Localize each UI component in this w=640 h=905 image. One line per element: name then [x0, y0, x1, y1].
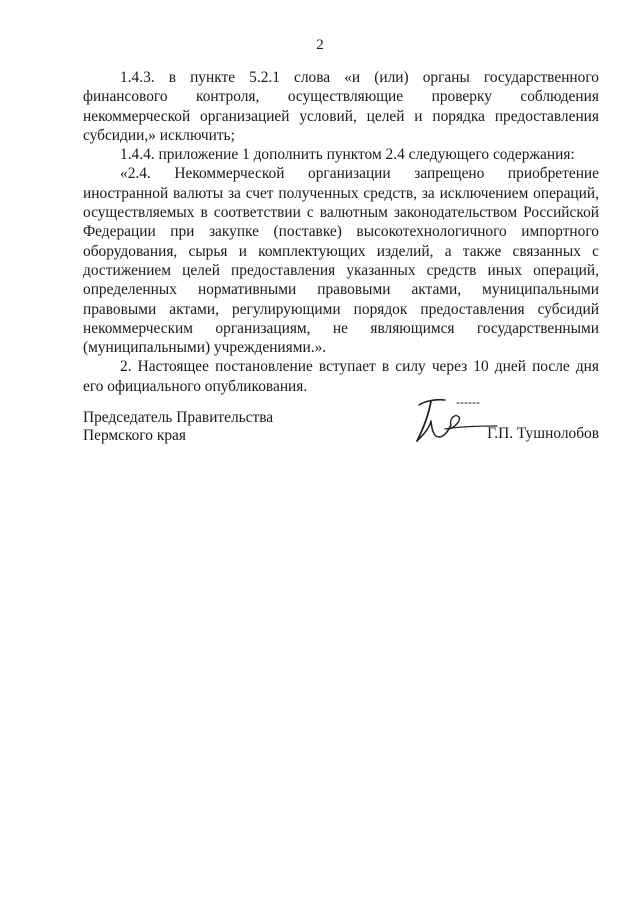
paragraph-2-4-quote: «2.4. Некоммерческой организации запрещено приобретение иностранной валюты за счет полученных средств, за исключением операций, осуществляемых в соответствии с валютным законодательством Российской Федерации при закупке (поставке) высокотехнологичного импортного оборудования, сырья и комплектующих изделий, а также связанных с достижением целей предоставления указанных средств иных операций, определенных нормативными правовыми актами, муниципальными правовыми актами, регулирующими порядок предоставления субсидий некоммерческим организациям, не являющимся государственными (муниципальными) учреждениями.». [83, 165, 599, 357]
paragraph-1-4-3: 1.4.3. в пункте 5.2.1 слова «и (или) органы государственного финансового контроля, осуществляющие проверку соблюдения некоммерческой организацией условий, целей и порядка предоставления субсидии,» исключить; [83, 69, 599, 144]
handwritten-signature-icon [401, 391, 501, 449]
document-body [83, 68, 599, 396]
signer-title-line-2: Пермского края [83, 427, 186, 444]
paragraph-1-4-4: 1.4.4. приложение 1 дополнить пунктом 2.4 следующего содержания: [120, 146, 575, 164]
signer-title-line-1: Председатель Правительства [83, 409, 274, 426]
page-number: 2 [316, 37, 324, 53]
signer-name: Г.П. Тушнолобов [487, 425, 599, 442]
paragraph-2-effective-date: 2. Настоящее постановление вступает в силу через 10 дней после дня его официального опубликования. [83, 358, 599, 395]
signature-block [83, 409, 599, 459]
signer-title [83, 409, 273, 445]
